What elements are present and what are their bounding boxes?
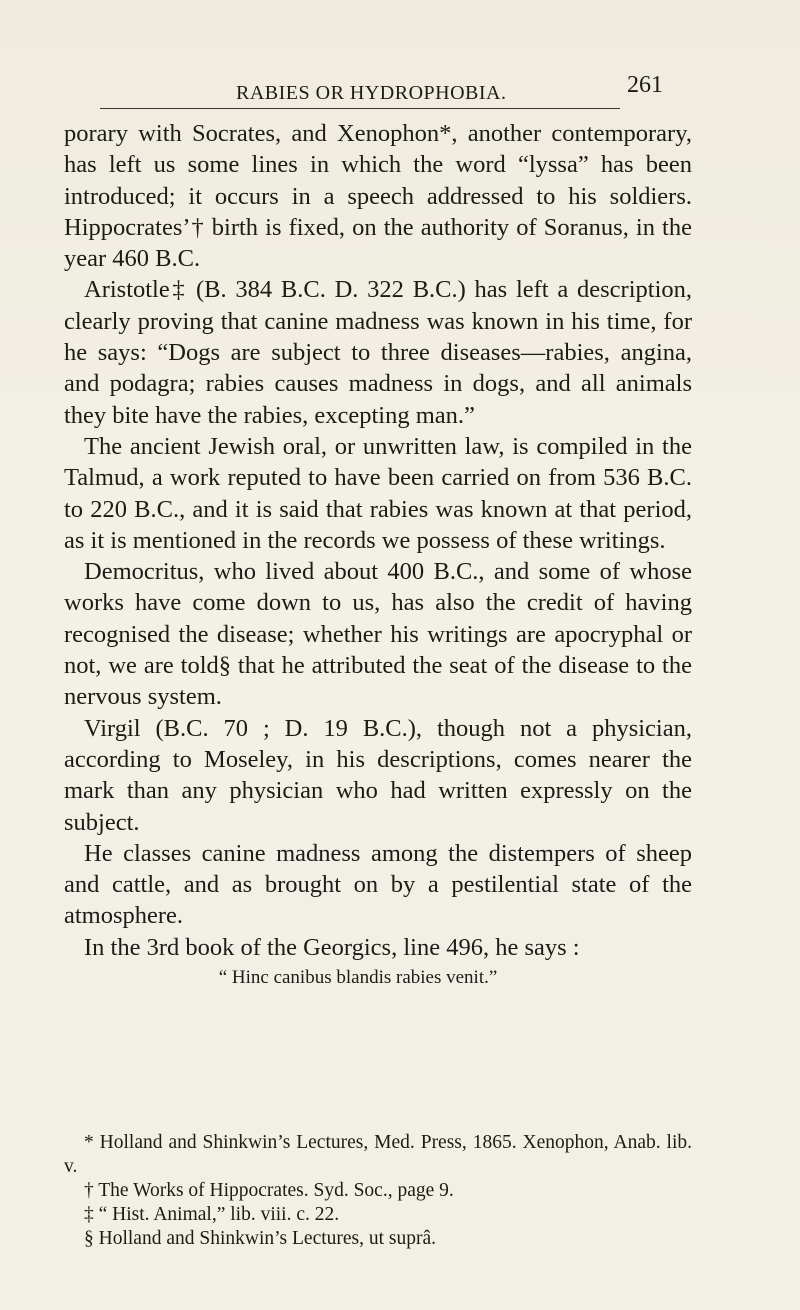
paragraph-talmud: The ancient Jewish oral, or unwritten law, is compiled in the Talmud, a work reputed to have been carried on from 536 B.C. to 220 B.C., and it is said that rabies was known at that period, as it is mentioned in the records we possess of these writings. xyxy=(64,432,692,554)
paragraph-democritus: Democritus, who lived about 400 B.C., and some of whose works have come down to us, has also the credit of having recognised the disease; whether his writings are apocryphal or not, we are told§ that he attributed the seat of the disease to the nervous system. xyxy=(64,558,692,711)
footnote-double-dagger: ‡ “ Hist. Animal,” lib. viii. c. 22. xyxy=(84,1204,340,1225)
paragraph-aristotle: Aristotle‡ (B. 384 B.C. D. 322 B.C.) has left a description, clearly proving that canine madness was known in his time, for he says: “Dogs are subject to three diseases—rabies, angina, and podagra; rabies causes madness in dogs, and all animals they bite have the rabies, excepting man.” xyxy=(64,276,692,429)
footnote-asterisk: * Holland and Shinkwin’s Lectures, Med. Press, 1865. Xenophon, Anab. lib. v. xyxy=(64,1132,692,1177)
footnote-dagger: † The Works of Hippocrates. Syd. Soc., page 9. xyxy=(84,1180,454,1201)
page-number: 261 xyxy=(627,72,663,98)
footnotes xyxy=(64,1131,692,1251)
paragraph-virgil: Virgil (B.C. 70 ; D. 19 B.C.), though not a physician, according to Moseley, in his descriptions, comes nearer the mark than any physician who had written expressly on the subject. xyxy=(64,714,692,836)
main-text xyxy=(64,118,692,991)
paragraph-socrates-xenophon: porary with Socrates, and Xenophon*, another contemporary, has left us some lines in which the word “lyssa” has been introduced; it occurs in a speech addressed to his soldiers. Hippocrates’† birth is fixed, on the authority of Soranus, in the year 460 B.C. xyxy=(64,120,692,273)
paragraph-georgics: In the 3rd book of the Georgics, line 496, he says : xyxy=(84,933,580,961)
footnote-section: § Holland and Shinkwin’s Lectures, ut suprâ. xyxy=(84,1228,437,1249)
running-title: RABIES OR HYDROPHOBIA. xyxy=(236,82,507,104)
paragraph-distempers: He classes canine madness among the distempers of sheep and cattle, and as brought on by a pestilential state of the atmosphere. xyxy=(64,839,692,930)
latin-quotation: “ Hinc canibus blandis rabies venit.” xyxy=(218,967,498,989)
header-rule xyxy=(100,108,620,109)
